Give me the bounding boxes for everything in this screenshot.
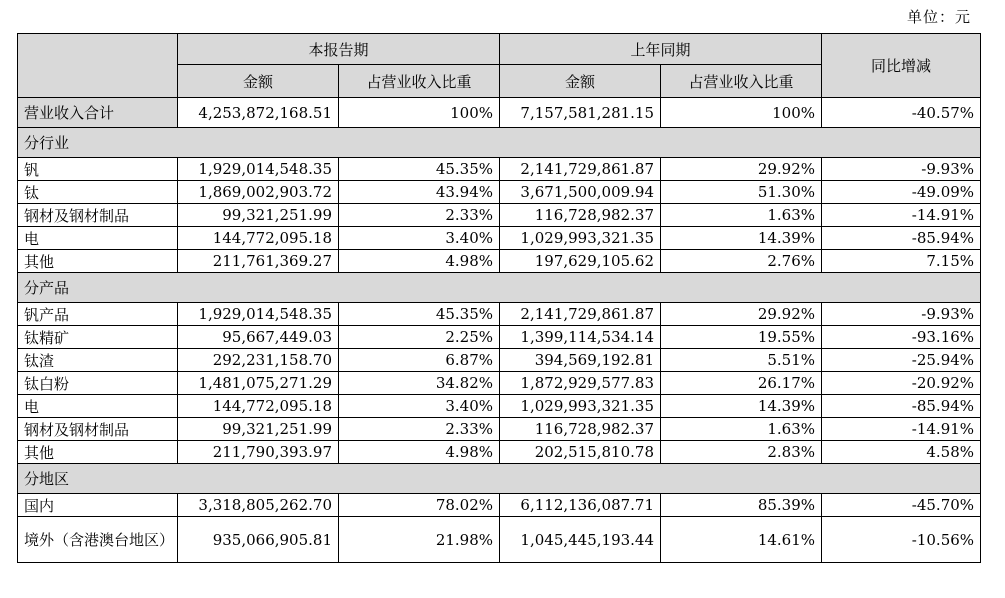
cell-cur-ratio: 45.35% <box>339 158 500 181</box>
cell-cur-ratio: 21.98% <box>339 517 500 563</box>
table-row <box>18 204 981 227</box>
section-header-row <box>18 464 981 494</box>
total-change: -40.57% <box>822 98 981 128</box>
header-yoy-change: 同比增减 <box>822 34 981 98</box>
cell-prev-ratio: 29.92% <box>661 303 822 326</box>
cell-change: -93.16% <box>822 326 981 349</box>
cell-label: 钢材及钢材制品 <box>18 204 178 227</box>
unit-label: 单位：元 <box>906 8 971 26</box>
cell-label: 境外（含港澳台地区） <box>18 517 178 563</box>
cell-cur-ratio: 45.35% <box>339 303 500 326</box>
total-cur-amount: 4,253,872,168.51 <box>178 98 339 128</box>
cell-prev-ratio: 51.30% <box>661 181 822 204</box>
cell-prev-ratio: 2.76% <box>661 250 822 273</box>
cell-cur-amount: 99,321,251.99 <box>178 204 339 227</box>
total-prev-amount: 7,157,581,281.15 <box>500 98 661 128</box>
table-row <box>18 418 981 441</box>
cell-cur-ratio: 43.94% <box>339 181 500 204</box>
cell-prev-amount: 197,629,105.62 <box>500 250 661 273</box>
cell-change: -85.94% <box>822 395 981 418</box>
cell-cur-amount: 1,929,014,548.35 <box>178 158 339 181</box>
section-header-row <box>18 273 981 303</box>
cell-cur-amount: 1,929,014,548.35 <box>178 303 339 326</box>
cell-change: -10.56% <box>822 517 981 563</box>
table-row <box>18 441 981 464</box>
cell-cur-ratio: 78.02% <box>339 494 500 517</box>
cell-change: 7.15% <box>822 250 981 273</box>
cell-change: -14.91% <box>822 204 981 227</box>
cell-cur-amount: 211,761,369.27 <box>178 250 339 273</box>
table-row <box>18 326 981 349</box>
cell-prev-amount: 202,515,810.78 <box>500 441 661 464</box>
cell-prev-amount: 1,029,993,321.35 <box>500 395 661 418</box>
cell-change: -14.91% <box>822 418 981 441</box>
cell-cur-ratio: 4.98% <box>339 441 500 464</box>
table-row <box>18 250 981 273</box>
total-label: 营业收入合计 <box>18 98 178 128</box>
cell-change: 4.58% <box>822 441 981 464</box>
cell-label: 电 <box>18 227 178 250</box>
table-row <box>18 158 981 181</box>
cell-cur-amount: 3,318,805,262.70 <box>178 494 339 517</box>
cell-cur-amount: 95,667,449.03 <box>178 326 339 349</box>
cell-prev-ratio: 14.61% <box>661 517 822 563</box>
cell-cur-amount: 99,321,251.99 <box>178 418 339 441</box>
section-title: 分地区 <box>18 464 981 494</box>
table-row <box>18 517 981 563</box>
cell-prev-amount: 2,141,729,861.87 <box>500 303 661 326</box>
cell-label: 钢材及钢材制品 <box>18 418 178 441</box>
cell-change: -9.93% <box>822 303 981 326</box>
cell-prev-amount: 1,045,445,193.44 <box>500 517 661 563</box>
cell-cur-ratio: 34.82% <box>339 372 500 395</box>
table-row <box>18 303 981 326</box>
table-body <box>18 98 981 563</box>
revenue-table <box>17 33 981 563</box>
cell-label: 电 <box>18 395 178 418</box>
cell-prev-amount: 1,872,929,577.83 <box>500 372 661 395</box>
cell-cur-amount: 1,869,002,903.72 <box>178 181 339 204</box>
cell-prev-ratio: 85.39% <box>661 494 822 517</box>
cell-prev-ratio: 5.51% <box>661 349 822 372</box>
section-title: 分产品 <box>18 273 981 303</box>
cell-label: 钛渣 <box>18 349 178 372</box>
header-blank <box>18 34 178 98</box>
total-row <box>18 98 981 128</box>
cell-cur-amount: 292,231,158.70 <box>178 349 339 372</box>
cell-cur-ratio: 6.87% <box>339 349 500 372</box>
cell-label: 国内 <box>18 494 178 517</box>
cell-change: -25.94% <box>822 349 981 372</box>
cell-prev-amount: 116,728,982.37 <box>500 204 661 227</box>
cell-cur-ratio: 2.33% <box>339 204 500 227</box>
cell-cur-ratio: 2.33% <box>339 418 500 441</box>
cell-prev-amount: 394,569,192.81 <box>500 349 661 372</box>
cell-prev-amount: 116,728,982.37 <box>500 418 661 441</box>
cell-change: -85.94% <box>822 227 981 250</box>
cell-prev-ratio: 1.63% <box>661 204 822 227</box>
cell-label: 钛 <box>18 181 178 204</box>
cell-cur-amount: 935,066,905.81 <box>178 517 339 563</box>
table-row <box>18 181 981 204</box>
cell-cur-ratio: 2.25% <box>339 326 500 349</box>
section-header-row <box>18 128 981 158</box>
cell-prev-ratio: 26.17% <box>661 372 822 395</box>
cell-cur-ratio: 3.40% <box>339 395 500 418</box>
cell-label: 钛精矿 <box>18 326 178 349</box>
cell-prev-ratio: 14.39% <box>661 395 822 418</box>
header-prior-period: 上年同期 <box>500 34 822 65</box>
cell-prev-ratio: 14.39% <box>661 227 822 250</box>
section-title: 分行业 <box>18 128 981 158</box>
cell-change: -49.09% <box>822 181 981 204</box>
cell-cur-ratio: 4.98% <box>339 250 500 273</box>
cell-change: -9.93% <box>822 158 981 181</box>
cell-prev-amount: 6,112,136,087.71 <box>500 494 661 517</box>
header-current-ratio: 占营业收入比重 <box>339 65 500 98</box>
cell-prev-ratio: 29.92% <box>661 158 822 181</box>
cell-change: -20.92% <box>822 372 981 395</box>
header-prior-ratio: 占营业收入比重 <box>661 65 822 98</box>
cell-change: -45.70% <box>822 494 981 517</box>
cell-label: 其他 <box>18 250 178 273</box>
cell-prev-amount: 1,399,114,534.14 <box>500 326 661 349</box>
header-prior-amount: 金额 <box>500 65 661 98</box>
cell-cur-ratio: 3.40% <box>339 227 500 250</box>
table-row <box>18 227 981 250</box>
cell-label: 钒产品 <box>18 303 178 326</box>
cell-cur-amount: 211,790,393.97 <box>178 441 339 464</box>
table-row <box>18 395 981 418</box>
cell-prev-amount: 1,029,993,321.35 <box>500 227 661 250</box>
cell-prev-ratio: 1.63% <box>661 418 822 441</box>
table-header <box>18 34 981 98</box>
cell-label: 钒 <box>18 158 178 181</box>
header-current-amount: 金额 <box>178 65 339 98</box>
cell-cur-amount: 1,481,075,271.29 <box>178 372 339 395</box>
cell-prev-amount: 2,141,729,861.87 <box>500 158 661 181</box>
cell-prev-ratio: 19.55% <box>661 326 822 349</box>
table-row <box>18 494 981 517</box>
cell-label: 其他 <box>18 441 178 464</box>
total-cur-ratio: 100% <box>339 98 500 128</box>
cell-cur-amount: 144,772,095.18 <box>178 227 339 250</box>
table-row <box>18 349 981 372</box>
cell-prev-amount: 3,671,500,009.94 <box>500 181 661 204</box>
total-prev-ratio: 100% <box>661 98 822 128</box>
cell-label: 钛白粉 <box>18 372 178 395</box>
header-current-period: 本报告期 <box>178 34 500 65</box>
table-row <box>18 372 981 395</box>
cell-prev-ratio: 2.83% <box>661 441 822 464</box>
cell-cur-amount: 144,772,095.18 <box>178 395 339 418</box>
